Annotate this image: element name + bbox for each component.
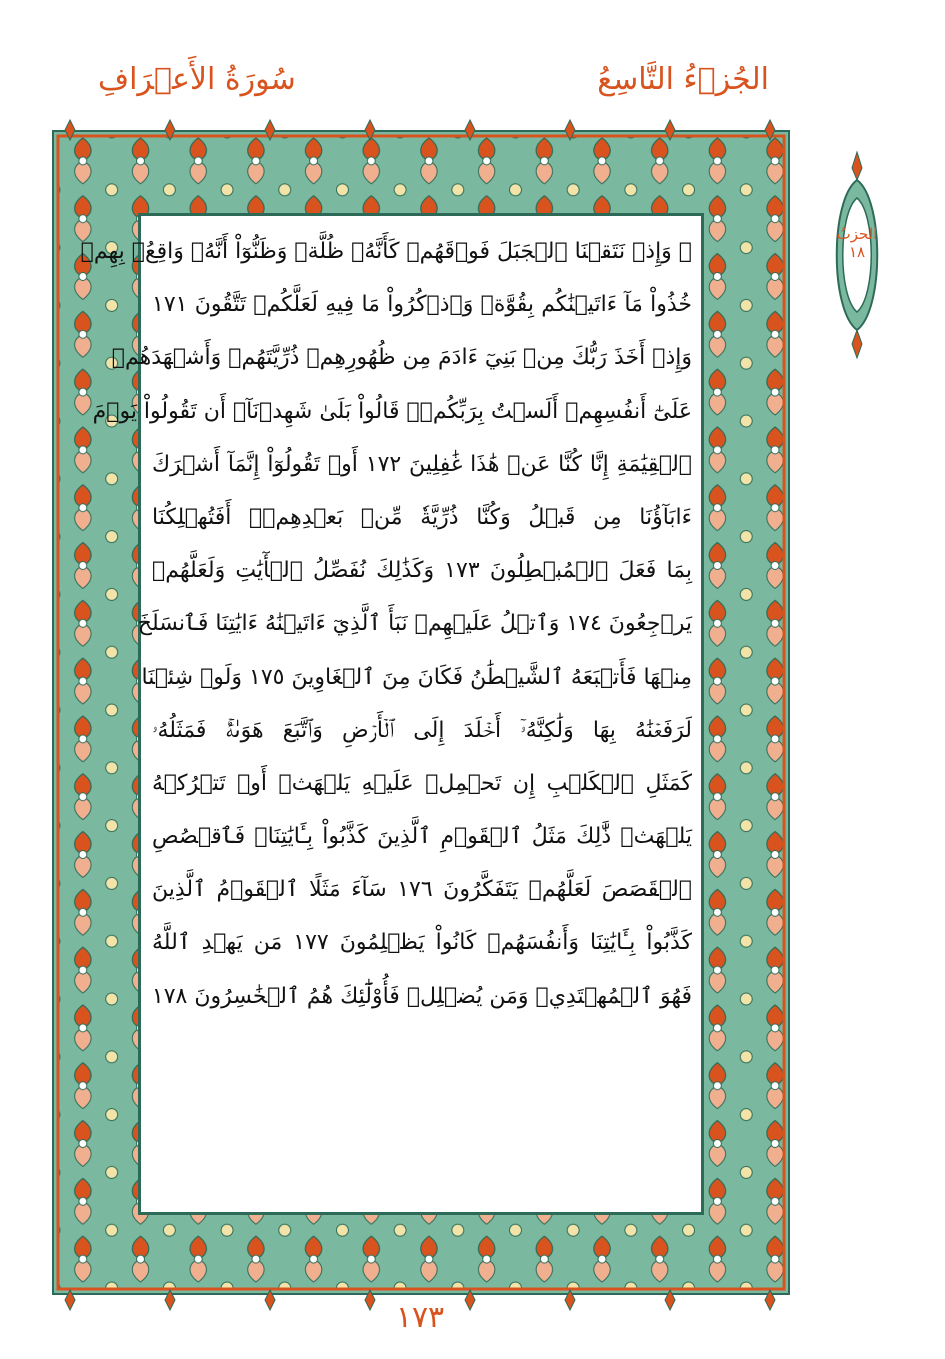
hizb-number: ١٨ [848, 243, 866, 261]
juz-name-header: الجُزۡءُ التَّاسِعُ [597, 62, 769, 97]
verse-line: لَرَفَعۡنَٰهُ بِهَا وَلَٰكِنَّهُۥٓ أَخۡلَدَ إِلَى ٱلۡأَرۡضِ وَٱتَّبَعَ هَوَىٰهُۚ فَمَثَلُهُۥ [152, 717, 692, 743]
verse-line: ٱلۡقِيَٰمَةِ إِنَّا كُنَّا عَنۡ هَٰذَا غَٰفِلِينَ ١٧٢ أَوۡ تَقُولُوٓاْ إِنَّمَآ أَشۡرَكَ [152, 451, 692, 477]
verse-line: فَهُوَ ٱلۡمُهۡتَدِيۖ وَمَن يُضۡلِلۡ فَأُوْلَٰٓئِكَ هُمُ ٱلۡخَٰسِرُونَ ١٧٨ [151, 983, 692, 1009]
verse-line: عَلَىٰٓ أَنفُسِهِمۡ أَلَسۡتُ بِرَبِّكُمۡۖ قَالُواْ بَلَىٰ شَهِدۡنَآۚ أَن تَقُولُواْ يَوۡمَ [92, 398, 692, 424]
hizb-label-text: الحزبُ [836, 225, 878, 243]
verse-line: بِمَا فَعَلَ ٱلۡمُبۡطِلُونَ ١٧٣ وَكَذَٰلِكَ نُفَصِّلُ ٱلۡأٓيَٰتِ وَلَعَلَّهُمۡ [152, 558, 692, 584]
verse-line: كَذَّبُواْ بِـَٔايَٰتِنَا وَأَنفُسَهُمۡ كَانُواْ يَظۡلِمُونَ ١٧٧ مَن يَهۡدِ ٱللَّهُ [152, 930, 693, 956]
verse-line: مِنۡهَا فَأَتۡبَعَهُ ٱلشَّيۡطَٰنُ فَكَانَ مِنَ ٱلۡغَاوِينَ ١٧٥ وَلَوۡ شِئۡنَا [141, 664, 692, 690]
verse-line: يَرۡجِعُونَ ١٧٤ وَٱتۡلُ عَلَيۡهِمۡ نَبَأَ ٱلَّذِيٓ ءَاتَيۡنَٰهُ ءَايَٰتِنَا فَٱنسَلَخَ [137, 611, 692, 637]
verse-line: يَلۡهَثۚ ذَّٰلِكَ مَثَلُ ٱلۡقَوۡمِ ٱلَّذِينَ كَذَّبُواْ بِـَٔايَٰتِنَاۚ فَٱقۡصُصِ [152, 824, 692, 850]
hizb-label [826, 225, 888, 261]
verse-lines [80, 225, 693, 1023]
verse-line: ۞ وَإِذۡ نَتَقۡنَا ٱلۡجَبَلَ فَوۡقَهُمۡ كَأَنَّهُۥ ظُلَّةٞ وَظَنُّوٓاْ أَنَّهُۥ وَاقِعُۢ بِهِمۡ [80, 239, 692, 264]
verse-line: خُذُواْ مَآ ءَاتَيۡنَٰكُم بِقُوَّةٖ وَٱذۡكُرُواْ مَا فِيهِ لَعَلَّكُمۡ تَتَّقُونَ ١٧١ [152, 292, 692, 318]
verse-line: ءَابَآؤُنَا مِن قَبۡلُ وَكُنَّا ذُرِّيَّةٗ مِّنۢ بَعۡدِهِمۡۖ أَفَتُهۡلِكُنَا [152, 504, 692, 530]
verse-line: ٱلۡقَصَصَ لَعَلَّهُمۡ يَتَفَكَّرُونَ ١٧٦ سَآءَ مَثَلًا ٱلۡقَوۡمُ ٱلَّذِينَ [152, 877, 692, 903]
verse-line: وَإِذۡ أَخَذَ رَبُّكَ مِنۢ بَنِيٓ ءَادَمَ مِن ظُهُورِهِمۡ ذُرِّيَّتَهُمۡ وَأَشۡهَدَهُمۡ [111, 345, 692, 371]
verse-line: كَمَثَلِ ٱلۡكَلۡبِ إِن تَحۡمِلۡ عَلَيۡهِ يَلۡهَثۡ أَوۡ تَتۡرُكۡهُ [152, 770, 692, 796]
surah-name-header: سُورَةُ الأَعۡرَافِ [98, 62, 296, 97]
page-number: ١٧٣ [395, 1300, 445, 1335]
